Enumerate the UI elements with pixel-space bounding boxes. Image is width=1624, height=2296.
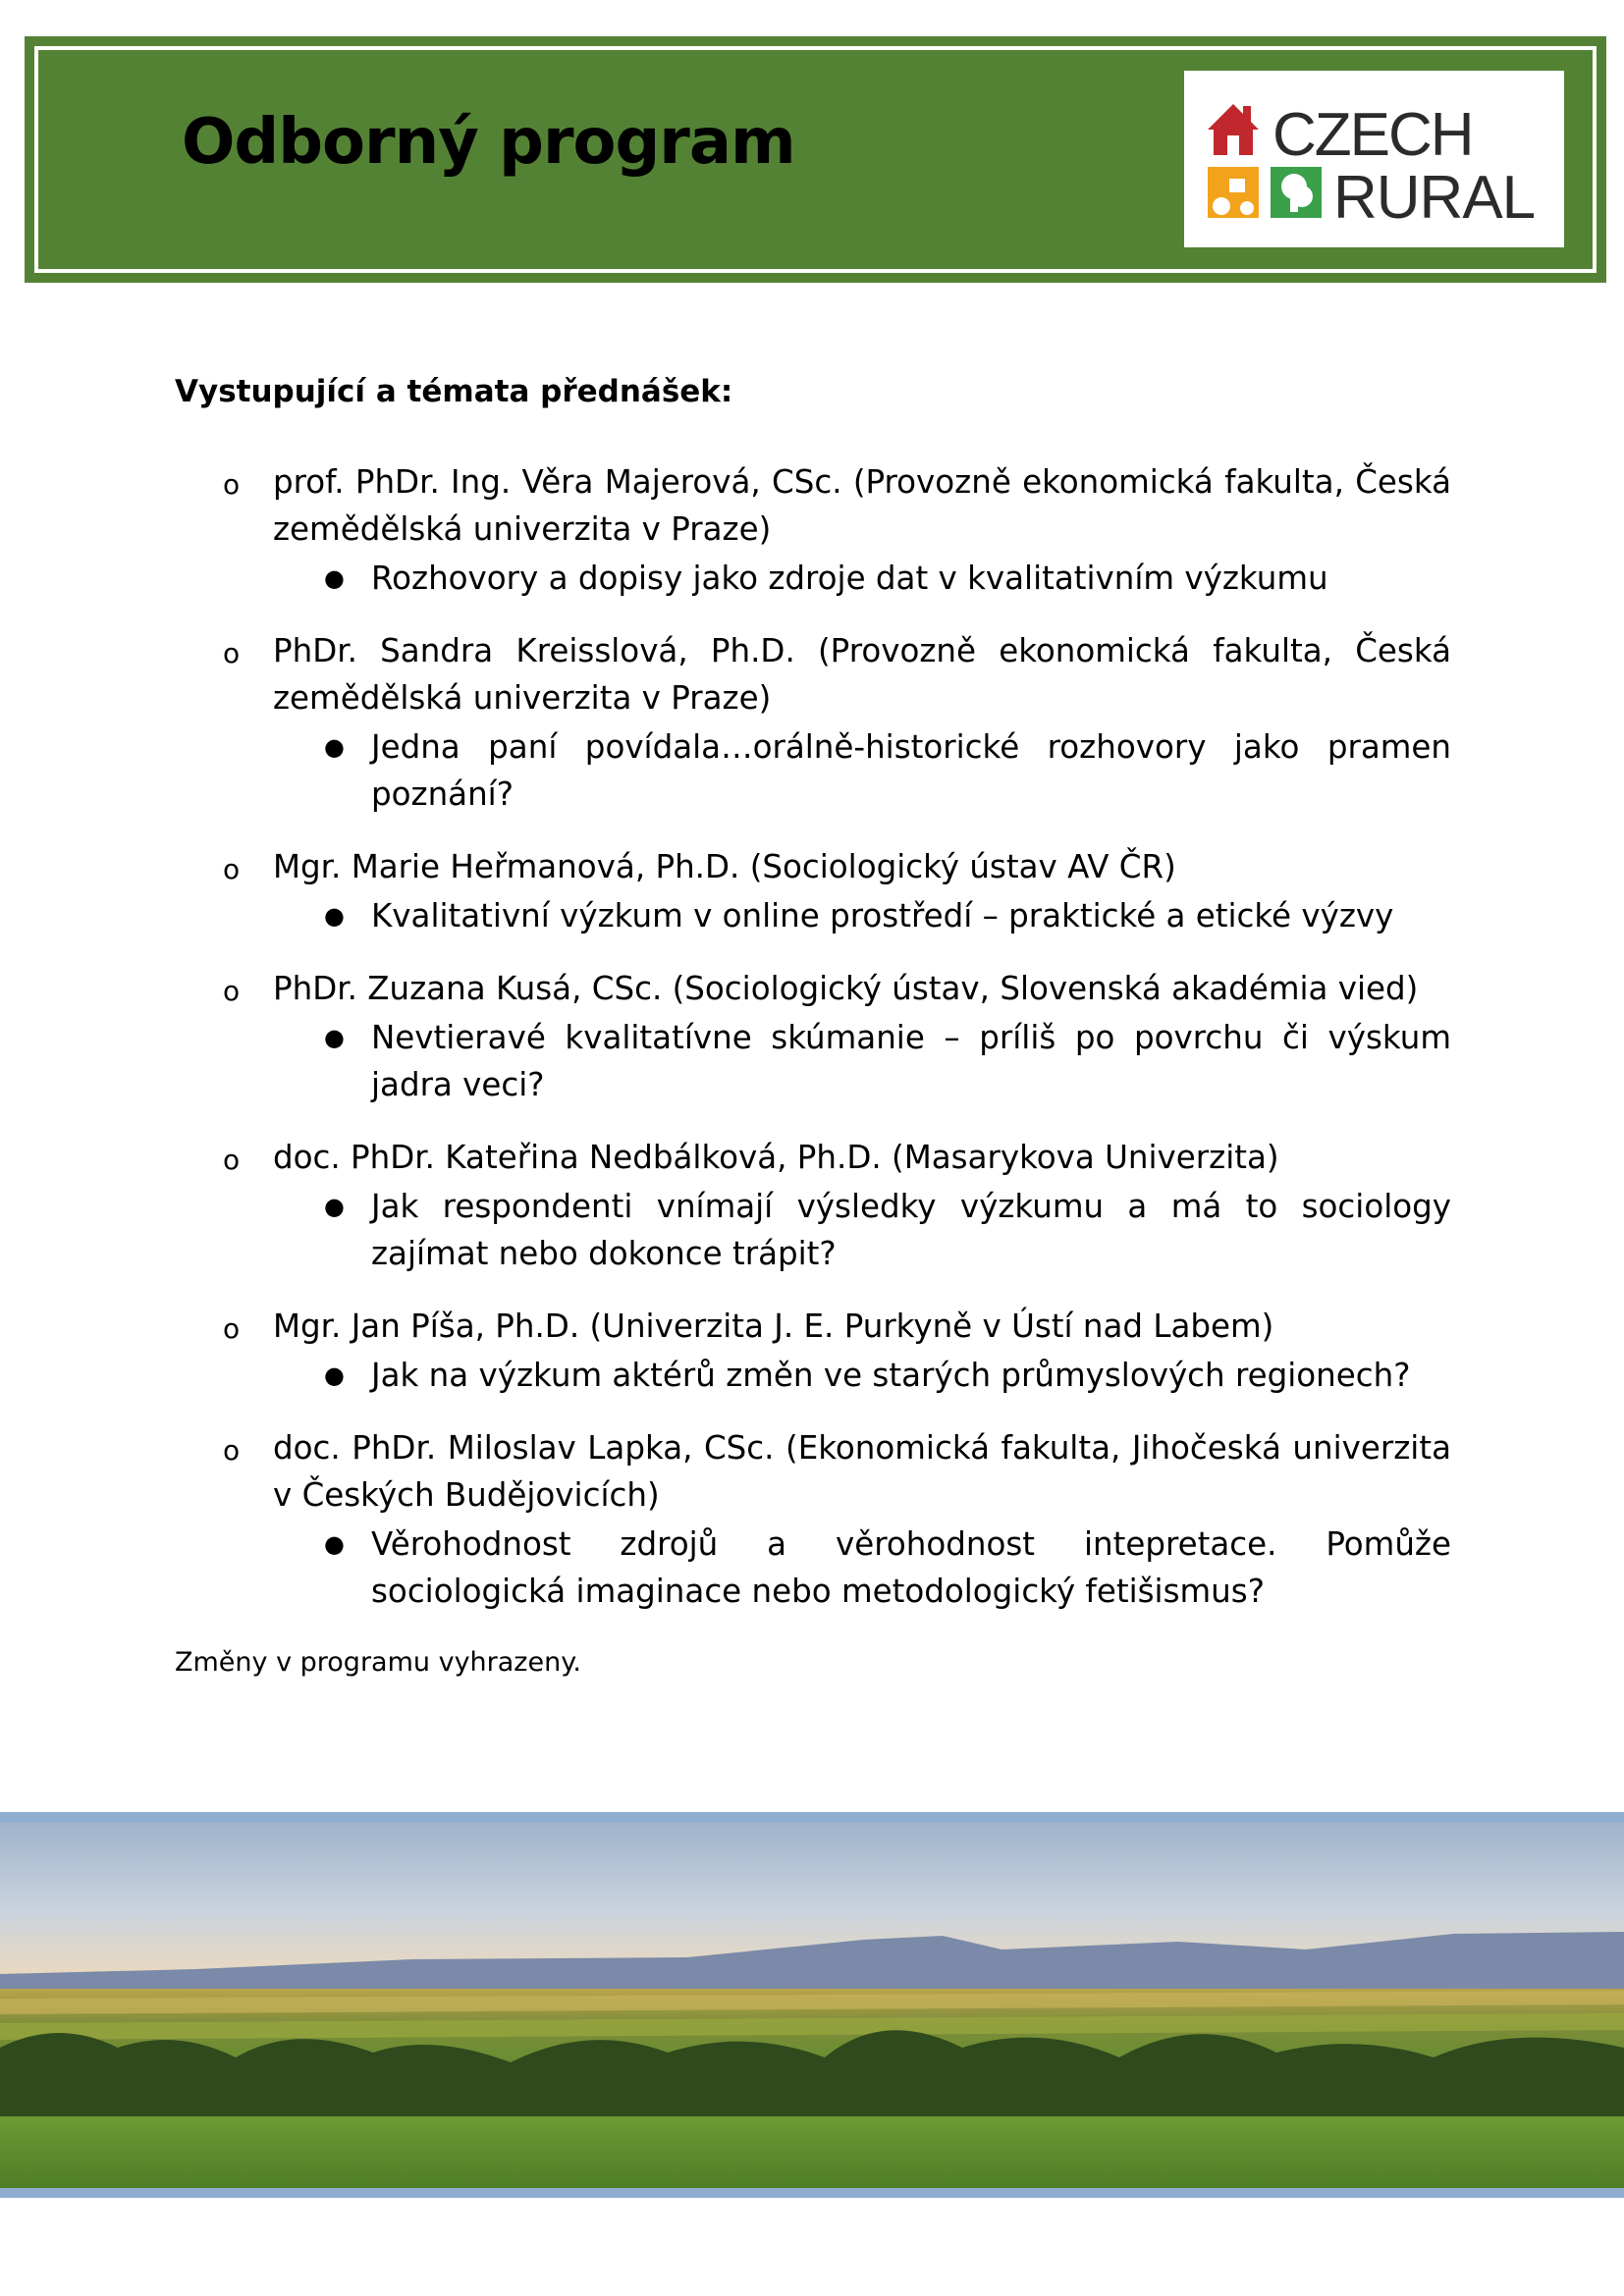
circle-bullet-icon: o: [223, 975, 241, 1007]
speaker-name: PhDr. Sandra Kreisslová, Ph.D. (Provozně ekonomická fakulta, Česká zemědělská univerzita v Praze): [273, 632, 1451, 717]
circle-bullet-icon: o: [223, 1312, 241, 1345]
house-icon: [1208, 104, 1259, 155]
page-title: Odborný program: [182, 106, 795, 179]
header-banner: [25, 36, 1606, 283]
speaker-entry: [175, 1303, 1451, 1350]
lecture-topic-entry: [175, 1183, 1451, 1277]
dot-bullet-icon: ●: [324, 564, 345, 592]
lecture-topic-entry: [175, 1014, 1451, 1108]
lecture-topic: Věrohodnost zdrojů a věrohodnost intepretace. Pomůže sociologická imaginace nebo metodologický fetišismus?: [371, 1525, 1451, 1610]
speaker-name: PhDr. Zuzana Kusá, CSc. (Sociologický ústav, Slovenská akadémia vied): [273, 970, 1419, 1007]
speaker-entry: [175, 843, 1451, 890]
lecture-topic: Kvalitativní výzkum v online prostředí – praktické a etické výzvy: [371, 897, 1394, 934]
dot-bullet-icon: ●: [324, 1362, 345, 1389]
czech-rural-logo: [1184, 71, 1564, 247]
logo-text-czech: CZECH: [1272, 101, 1473, 169]
program-content: [175, 368, 1451, 1640]
speaker-item: [175, 1303, 1451, 1399]
landscape-photo: [0, 1812, 1624, 2198]
speaker-item: [175, 1424, 1451, 1615]
lecture-topic-entry: [175, 723, 1451, 818]
speaker-item: [175, 965, 1451, 1108]
lecture-topic: Jedna paní povídala…orálně-historické rozhovory jako pramen poznání?: [371, 728, 1451, 813]
disclaimer-note: Změny v programu vyhrazeny.: [175, 1647, 581, 1678]
speaker-entry: [175, 458, 1451, 553]
lecture-topic: Jak na výzkum aktérů změn ve starých průmyslových regionech?: [371, 1357, 1411, 1394]
section-subtitle: Vystupující a témata přednášek:: [175, 374, 733, 409]
lecture-topic-entry: [175, 1521, 1451, 1615]
speaker-name: Mgr. Marie Heřmanová, Ph.D. (Sociologický ústav AV ČR): [273, 848, 1176, 885]
circle-bullet-icon: o: [223, 853, 241, 885]
speaker-list: [175, 458, 1451, 1615]
tree-icon: [1271, 167, 1322, 218]
speaker-item: [175, 843, 1451, 939]
speaker-name: Mgr. Jan Píša, Ph.D. (Univerzita J. E. Purkyně v Ústí nad Labem): [273, 1308, 1274, 1345]
lecture-topic-entry: [175, 1352, 1451, 1399]
lecture-topic: Rozhovory a dopisy jako zdroje dat v kvalitativním výzkumu: [371, 560, 1328, 597]
speaker-entry: [175, 627, 1451, 721]
speaker-item: [175, 458, 1451, 602]
dot-bullet-icon: ●: [324, 1530, 345, 1558]
speaker-name: doc. PhDr. Miloslav Lapka, CSc. (Ekonomická fakulta, Jihočeská univerzita v Českých Budějovicích): [273, 1429, 1451, 1514]
speaker-item: [175, 1134, 1451, 1277]
dot-bullet-icon: ●: [324, 1193, 345, 1220]
circle-bullet-icon: o: [223, 1434, 241, 1467]
dot-bullet-icon: ●: [324, 902, 345, 930]
lecture-topic: Nevtieravé kvalitatívne skúmanie – príliš po povrchu či výskum jadra veci?: [371, 1019, 1451, 1103]
dot-bullet-icon: ●: [324, 733, 345, 761]
speaker-entry: [175, 1134, 1451, 1181]
speaker-entry: [175, 1424, 1451, 1519]
speaker-name: prof. PhDr. Ing. Věra Majerová, CSc. (Provozně ekonomická fakulta, Česká zemědělská univerzita v Praze): [273, 463, 1451, 548]
speaker-name: doc. PhDr. Kateřina Nedbálková, Ph.D. (Masarykova Univerzita): [273, 1139, 1279, 1176]
circle-bullet-icon: o: [223, 468, 241, 501]
speaker-entry: [175, 965, 1451, 1012]
logo-text-rural: RURAL: [1333, 164, 1536, 232]
circle-bullet-icon: o: [223, 1144, 241, 1176]
circle-bullet-icon: o: [223, 637, 241, 669]
lecture-topic-entry: [175, 892, 1451, 939]
tractor-icon: [1208, 167, 1259, 218]
lecture-topic-entry: [175, 555, 1451, 602]
dot-bullet-icon: ●: [324, 1024, 345, 1051]
lecture-topic: Jak respondenti vnímají výsledky výzkumu a má to sociology zajímat nebo dokonce trápit?: [371, 1188, 1451, 1272]
speaker-item: [175, 627, 1451, 818]
